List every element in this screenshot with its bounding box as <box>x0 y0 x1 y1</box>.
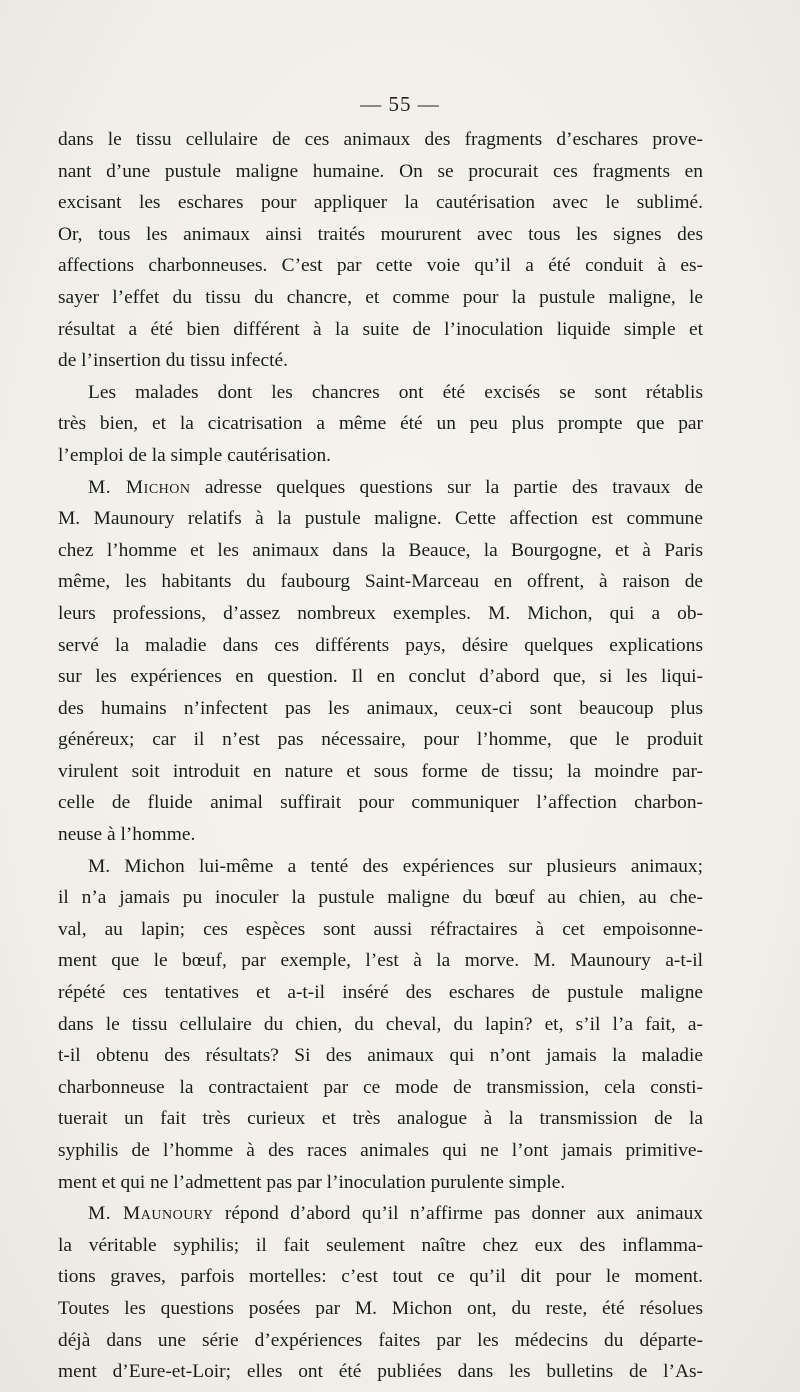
text-line: déjà dans une série d’expériences faites par les médecins du départe- <box>58 1329 703 1351</box>
text-line: résultat a été bien différent à la suite de l’inoculation liquide simple et <box>58 318 703 340</box>
text-line: servé la maladie dans ces différents pays, désire quelques explications <box>58 634 703 656</box>
text-line <box>58 1198 703 1230</box>
text-line: excisant les eschares pour appliquer la cautérisation avec le sublimé. <box>58 192 703 214</box>
paragraph <box>58 124 703 377</box>
text-line: val, au lapin; ces espèces sont aussi réfractaires à cet empoisonne- <box>58 918 703 940</box>
text-line: nant d’une pustule maligne humaine. On se procurait ces fragments en <box>58 160 703 182</box>
text-line: dans le tissu cellulaire de ces animaux des fragments d’eschares prove- <box>58 129 703 150</box>
text-line: t-il obtenu des résultats? Si des animaux qui n’ont jamais la maladie <box>58 1045 703 1067</box>
text-line: la véritable syphilis; il fait seulement naître chez eux des inflamma- <box>58 1234 703 1256</box>
text-line: même, les habitants du faubourg Saint-Marceau en offrent, à raison de <box>58 571 703 593</box>
body-text <box>58 124 703 1388</box>
text-fragment: adresse quelques questions sur la partie des travaux de <box>190 476 703 498</box>
text-line: il n’a jamais pu inoculer la pustule maligne du bœuf au chien, au che- <box>58 887 703 909</box>
text-line: généreux; car il n’est pas nécessaire, pour l’homme, que le produit <box>58 729 703 751</box>
text-line: neuse à l’homme. <box>58 824 196 846</box>
text-line: répété ces tentatives et a-t-il inséré des eschares de pustule maligne <box>58 982 703 1004</box>
text-line <box>58 472 703 504</box>
paragraph <box>58 472 703 851</box>
text-line: des humains n’infectent pas les animaux, ceux-ci sont beaucoup plus <box>58 697 703 719</box>
text-line: Or, tous les animaux ainsi traités moururent avec tous les signes des <box>58 223 703 245</box>
text-line: charbonneuse la contractaient par ce mode de transmission, cela consti- <box>58 1076 703 1098</box>
text-line: ment d’Eure-et-Loir; elles ont été publiées dans les bulletins de l’As- <box>58 1361 703 1383</box>
text-line: M. Michon lui-même a tenté des expériences sur plusieurs animaux; <box>88 855 703 877</box>
paragraph <box>58 851 703 1199</box>
text-line: ment que le bœuf, par exemple, l’est à la morve. M. Maunoury a-t-il <box>58 950 703 972</box>
text-line: dans le tissu cellulaire du chien, du cheval, du lapin? et, s’il l’a fait, a- <box>58 1013 703 1035</box>
text-line: sayer l’effet du tissu du chancre, et comme pour la pustule maligne, le <box>58 286 703 308</box>
text-line: tuerait un fait très curieux et très analogue à la transmission de la <box>58 1108 703 1130</box>
text-line: de l’insertion du tissu infecté. <box>58 350 288 372</box>
text-line: très bien, et la cicatrisation a même été un peu plus prompte que par <box>58 413 703 435</box>
text-line: chez l’homme et les animaux dans la Beauce, la Bourgogne, et à Paris <box>58 539 703 561</box>
text-line: syphilis de l’homme à des races animales qui ne l’ont jamais primitive- <box>58 1140 703 1161</box>
text-line: Toutes les questions posées par M. Michon ont, du reste, été résolues <box>58 1297 703 1319</box>
text-line: tions graves, parfois mortelles: c’est tout ce qu’il dit pour le moment. <box>58 1266 703 1288</box>
paragraph <box>58 377 703 472</box>
speaker-name: M. Michon <box>88 476 191 498</box>
text-line: ment et qui ne l’admettent pas par l’inoculation purulente simple. <box>58 1171 566 1193</box>
text-line: Les malades dont les chancres ont été excisés se sont rétablis <box>88 381 703 403</box>
text-line: celle de fluide animal suffirait pour communiquer l’affection charbon- <box>58 792 703 814</box>
text-line: sur les expériences en question. Il en conclut d’abord que, si les liqui- <box>58 666 703 688</box>
text-line: l’emploi de la simple cautérisation. <box>58 444 332 466</box>
speaker-name: M. Maunoury <box>88 1203 214 1225</box>
page-number: — 55 — <box>360 92 440 116</box>
text-fragment: répond d’abord qu’il n’affirme pas donner aux animaux <box>213 1203 704 1225</box>
paragraph <box>58 1198 703 1388</box>
text-line: M. Maunoury relatifs à la pustule maligne. Cette affection est commune <box>58 508 703 530</box>
text-line: affections charbonneuses. C’est par cette voie qu’il a été conduit à es- <box>58 255 703 277</box>
text-line: virulent soit introduit en nature et sous forme de tissu; la moindre par- <box>58 760 703 782</box>
text-line: leurs professions, d’assez nombreux exemples. M. Michon, qui a ob- <box>58 602 703 624</box>
